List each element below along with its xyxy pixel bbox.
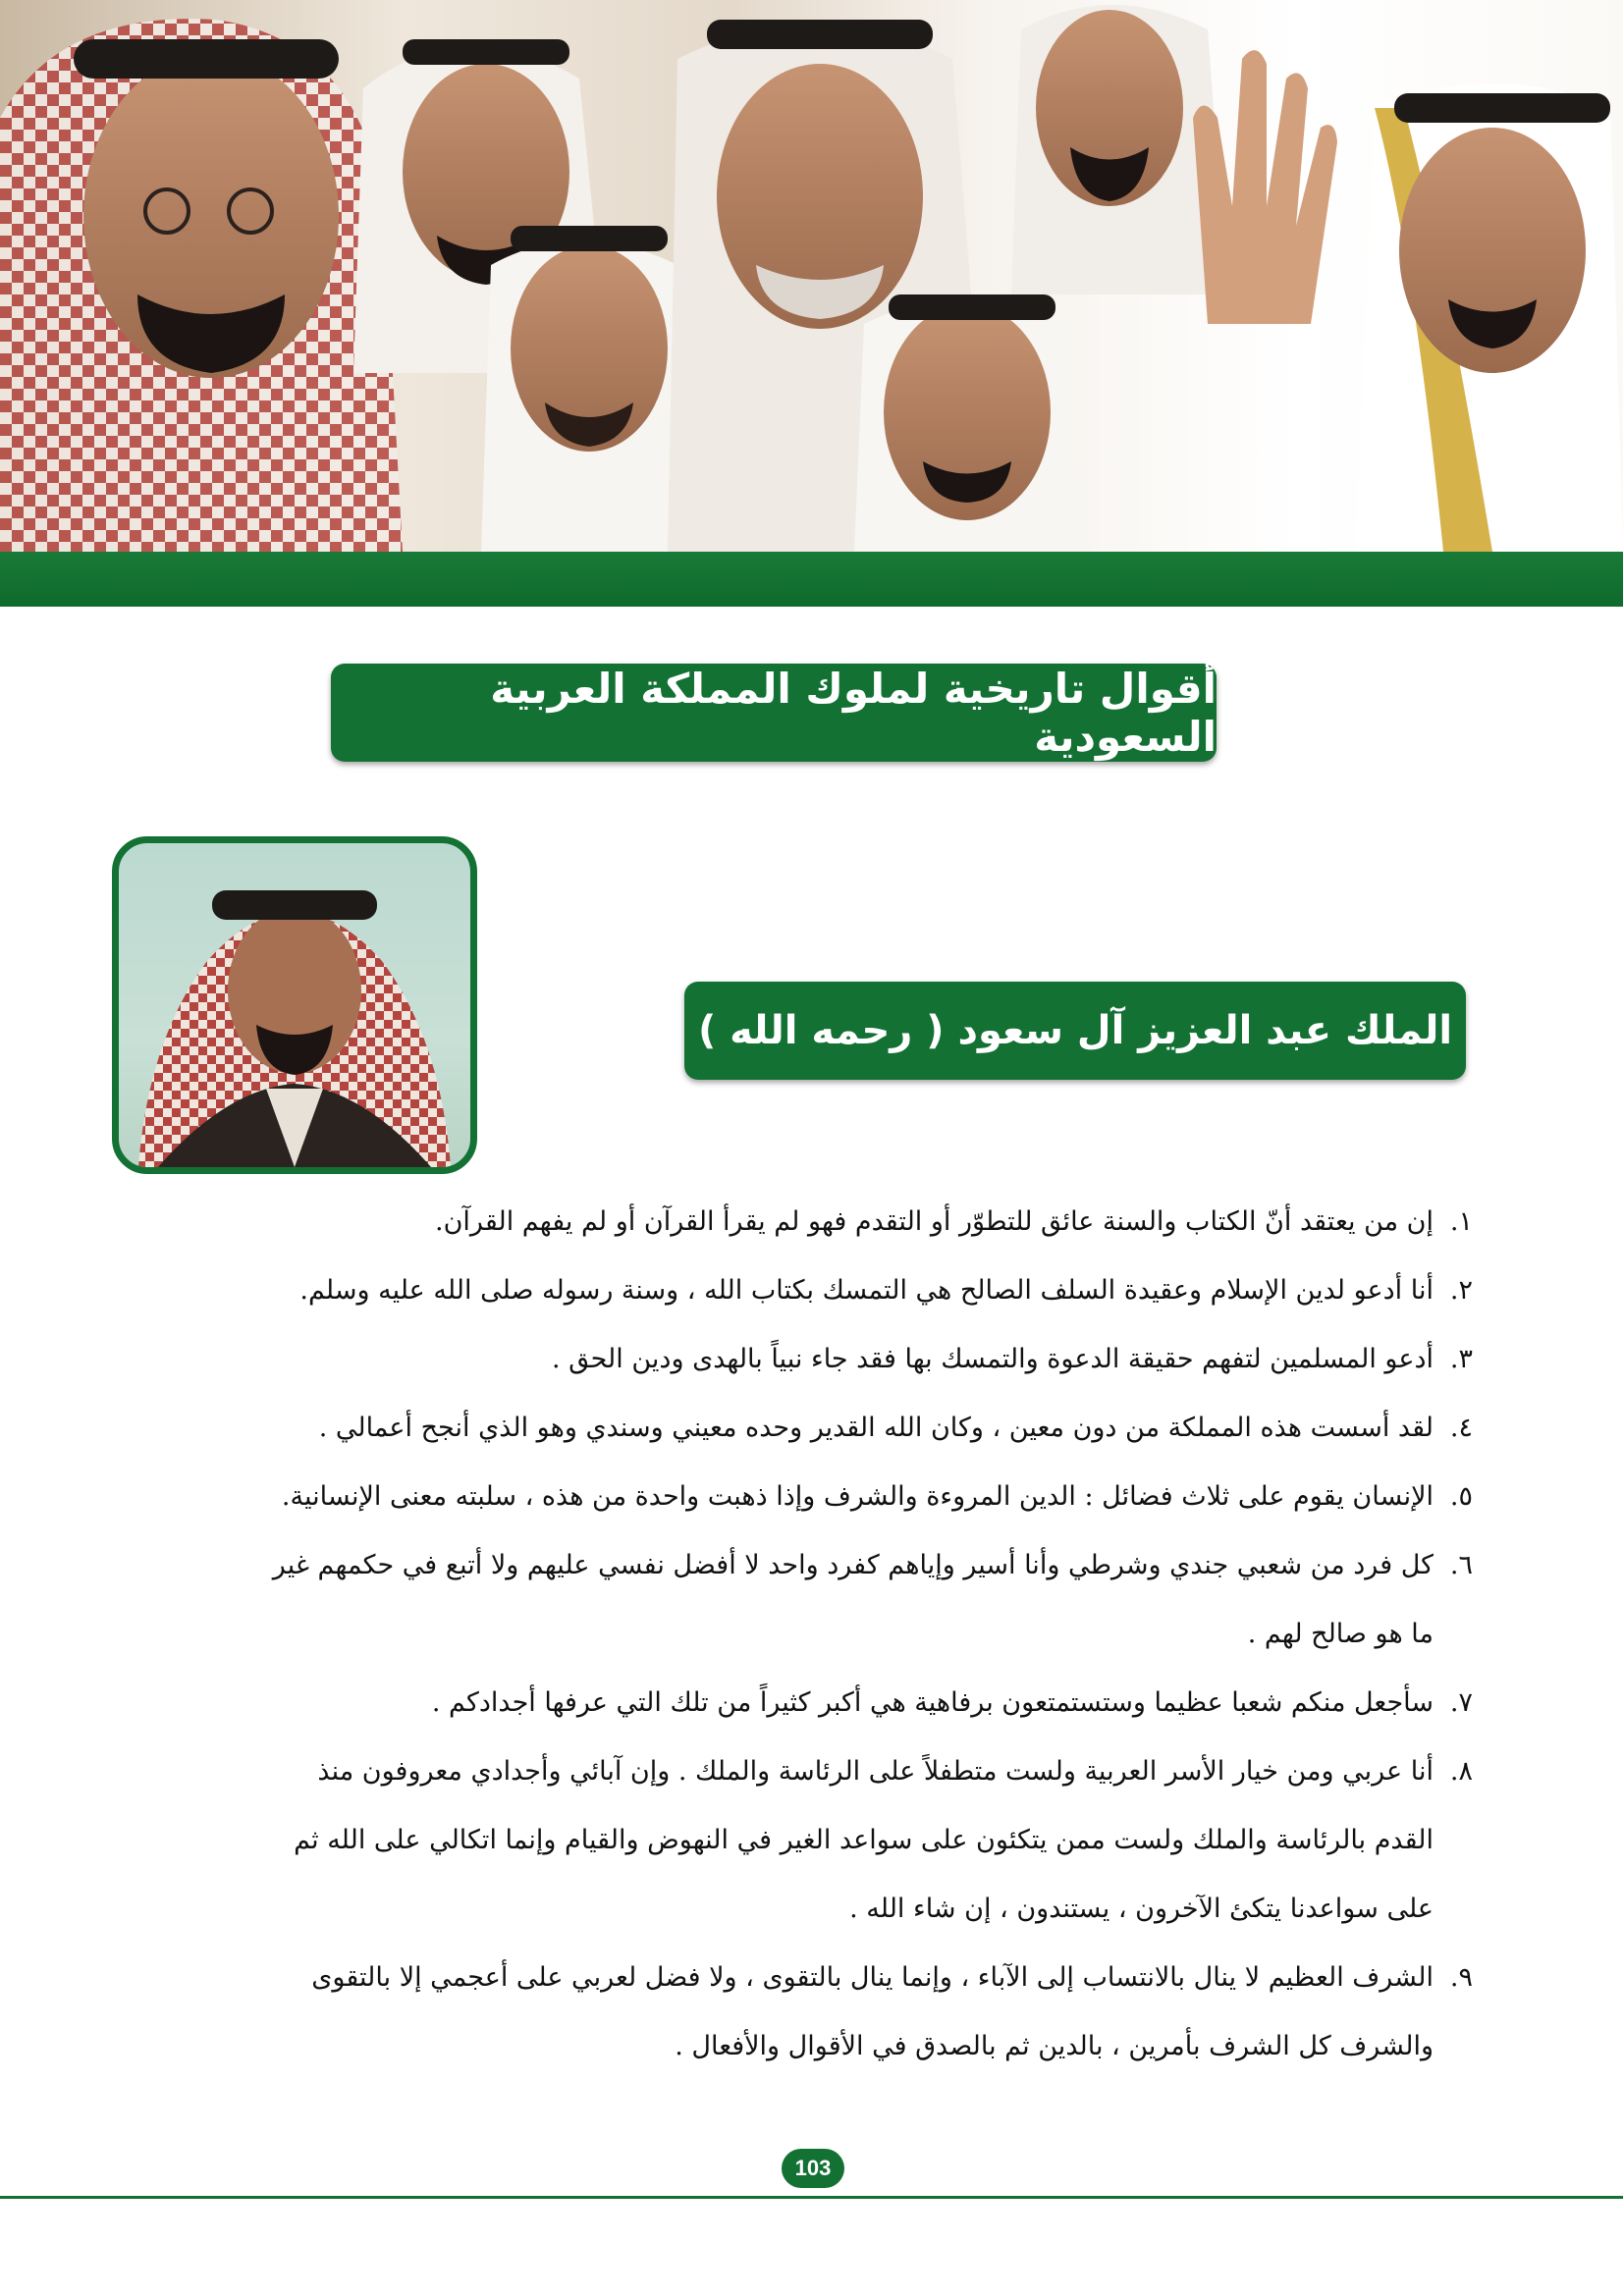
header-banner (0, 0, 1623, 552)
quote-text-continued: على سواعدنا يتكئ الآخرون ، يستندون ، إن شاء الله . (849, 1894, 1434, 1924)
quote-text-continued: والشرف كل الشرف بأمرين ، بالدين ثم بالصدق في الأقوال والأفعال . (675, 2031, 1434, 2061)
quote-item (147, 1394, 1473, 1463)
quote-item (147, 1669, 1473, 1737)
quote-item (147, 1188, 1473, 1256)
quote-text: كل فرد من شعبي جندي وشرطي وأنا أسير وإياهم كفرد واحد لا أفضل نفسي عليهم ولا أتبع في حكمهم غير (272, 1550, 1434, 1580)
quote-text-continued: ما هو صالح لهم . (1247, 1619, 1434, 1649)
king-portrait-frame (112, 836, 477, 1174)
quote-text: أنا عربي ومن خيار الأسر العربية ولست متطفلاً على الرئاسة والملك . وإن آبائي وأجدادي معروفون منذ (317, 1756, 1434, 1787)
header-green-band (0, 552, 1623, 607)
quote-number: ٦. (1449, 1550, 1473, 1580)
quote-text: سأجعل منكم شعبا عظيما وستستمتعون برفاهية هي أكبر كثيراً من تلك التي عرفها أجدادكم . (431, 1687, 1434, 1718)
quote-number: ٤. (1449, 1413, 1473, 1443)
king-abdulaziz-portrait-image (119, 843, 470, 1167)
quote-text: إن من يعتقد أنّ الكتاب والسنة عائق للتطوّر أو التقدم فهو لم يقرأ القرآن أو لم يفهم القرآن. (435, 1206, 1434, 1237)
quote-number: ٧. (1449, 1687, 1473, 1718)
footer-divider (0, 2196, 1623, 2199)
quote-item (147, 1325, 1473, 1394)
quote-number: ٩. (1449, 1962, 1473, 1993)
quote-text: الشرف العظيم لا ينال بالانتساب إلى الآباء ، وإنما ينال بالتقوى ، ولا فضل لعربي على أعجمي إلا بالتقوى (311, 1962, 1434, 1993)
quote-text: أدعو المسلمين لتفهم حقيقة الدعوة والتمسك بها فقد جاء نبياً بالهدى ودين الحق . (551, 1344, 1434, 1374)
quote-text: أنا أدعو لدين الإسلام وعقيدة السلف الصالح هي التمسك بكتاب الله ، وسنة رسوله صلى الله عليه وسلم. (299, 1275, 1434, 1306)
section-king-name: الملك عبد العزيز آل سعود ( رحمه الله ) (684, 982, 1466, 1080)
quote-number: ٣. (1449, 1344, 1473, 1374)
quote-text: لقد أسست هذه المملكة من دون معين ، وكان الله القدير وحده معيني وسندي وهو الذي أنجح أعمالي . (318, 1413, 1434, 1443)
quote-text: الإنسان يقوم على ثلاث فضائل : الدين المروءة والشرف وإذا ذهبت واحدة من هذه ، سلبته معنى الإنسانية. (281, 1481, 1434, 1512)
quote-item (147, 1737, 1473, 1944)
quote-number: ٨. (1449, 1756, 1473, 1787)
page-title: أقوال تاريخية لملوك المملكة العربية السعودية (331, 664, 1217, 762)
kings-collage-image (0, 0, 1623, 552)
quote-item (147, 1463, 1473, 1531)
page-number-badge: 103 (782, 2149, 844, 2188)
quote-item (147, 1531, 1473, 1669)
quote-number: ١. (1449, 1206, 1473, 1237)
quote-text-continued: القدم بالرئاسة والملك ولست ممن يتكئون على سواعد الغير في النهوض والقيام وإنما اتكالي على الله ثم (294, 1825, 1434, 1855)
quote-number: ٢. (1449, 1275, 1473, 1306)
quote-item (147, 1256, 1473, 1325)
quotes-list (147, 1188, 1473, 2081)
quote-item (147, 1944, 1473, 2081)
quote-number: ٥. (1449, 1481, 1473, 1512)
